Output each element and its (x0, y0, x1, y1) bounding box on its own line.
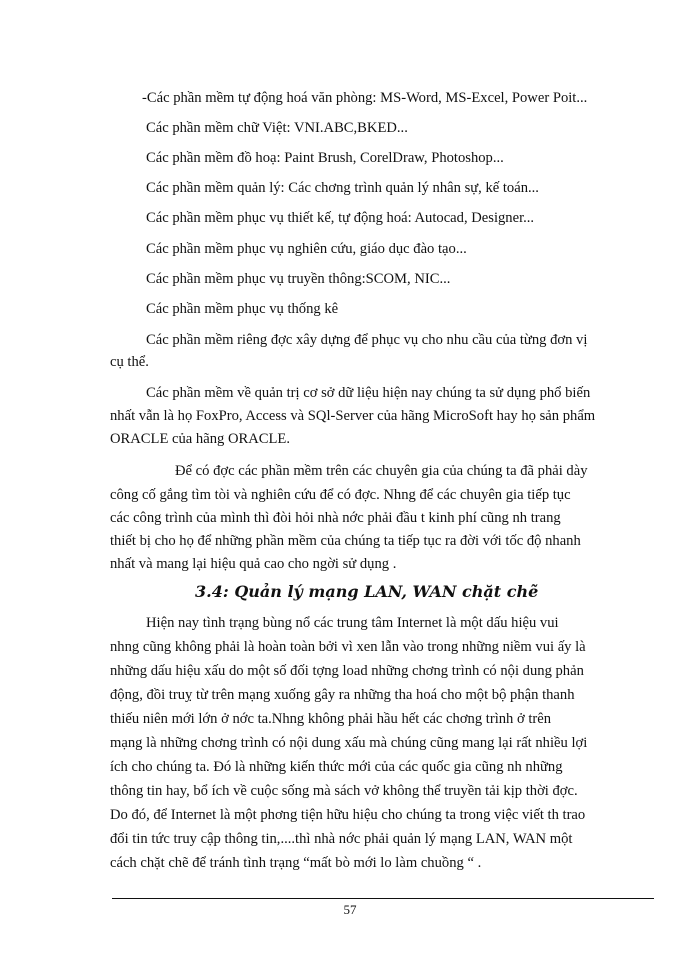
section-heading: 3.4: Quản lý mạng LAN, WAN chặt chẽ (195, 582, 539, 601)
paragraph-line: Để có đợc các phần mềm trên các chuyên gia của chúng ta đã phải dày (175, 463, 588, 479)
list-item: Các phần mềm phục vụ thống kê (146, 301, 339, 317)
list-item: Các phần mềm phục vụ thiết kế, tự động hoá: Autocad, Designer... (146, 210, 535, 226)
paragraph-line: nhất vẫn là họ FoxPro, Access và SQl-Server của hãng MicroSoft hay họ sản phẩm (110, 408, 596, 424)
paragraph-line: Hiện nay tình trạng bùng nổ các trung tâm Internet là một dấu hiệu vui (146, 615, 559, 631)
paragraph-line: ích cho chúng ta. Đó là những kiến thức mới của các quốc gia cũng nh những (110, 759, 563, 775)
paragraph-line: động, đồi truỵ từ trên mạng xuống gây ra những tha hoá cho một bộ phận thanh (110, 687, 575, 703)
paragraph-line: đổi tin tức truy cập thông tin,....thì nhà nớc phải quản lý mạng LAN, WAN một (110, 831, 573, 847)
footer-divider (112, 898, 654, 899)
paragraph-line: cụ thể. (110, 354, 149, 370)
list-item: Các phần mềm chữ Việt: VNI.ABC,BKED... (146, 120, 408, 136)
list-item: Các phần mềm phục vụ nghiên cứu, giáo dục đào tạo... (146, 241, 467, 257)
paragraph-line: các công trình của mình thì đòi hỏi nhà nớc phải đầu t kinh phí cũng nh trang (110, 510, 561, 526)
paragraph-line: công cố gắng tìm tòi và nghiên cứu để có đợc. Nhng để các chuyên gia tiếp tục (110, 487, 571, 503)
paragraph-line: nhất và mang lại hiệu quả cao cho ngời sử dụng . (110, 556, 397, 572)
paragraph-line: thiếu niên mới lớn ở nớc ta.Nhng không phải hầu hết các chơng trình ở trên (110, 711, 552, 727)
list-item: Các phần mềm quản lý: Các chơng trình quản lý nhân sự, kế toán... (146, 180, 539, 196)
list-item: Các phần mềm đồ hoạ: Paint Brush, CorelDraw, Photoshop... (146, 150, 504, 166)
list-item: Các phần mềm phục vụ truyền thông:SCOM, NIC... (146, 271, 451, 287)
paragraph-line: Các phần mềm về quản trị cơ sở dữ liệu hiện nay chúng ta sử dụng phổ biến (146, 385, 591, 401)
page-number: 57 (343, 902, 357, 917)
paragraph-line: những dấu hiệu xấu do một số đối tợng load những chơng trình có nội dung phản (110, 663, 584, 679)
paragraph-line: Các phần mềm riêng đợc xây dựng để phục vụ cho nhu cầu của từng đơn vị (146, 332, 588, 348)
paragraph-line: ORACLE của hãng ORACLE. (110, 431, 290, 447)
paragraph-line: thông tin hay, bổ ích về cuộc sống mà sách vở không thể truyền tải kịp thời đợc. (110, 783, 578, 799)
paragraph-line: Do đó, để Internet là một phơng tiện hữu hiệu cho chúng ta trong việc viết th trao (110, 807, 586, 823)
paragraph-line: mạng là những chơng trình có nội dung xấu mà chúng cũng mang lại rất nhiều lợi (110, 735, 588, 751)
paragraph-line: nhng cũng không phải là hoàn toàn bởi vì xen lẫn vào trong những niềm vui ấy là (110, 639, 586, 655)
paragraph-line: thiết bị cho họ để những phần mềm của chúng ta tiếp tục ra đời với tốc độ nhanh (110, 533, 581, 549)
list-item: -Các phần mềm tự động hoá văn phòng: MS-Word, MS-Excel, Power Poit... (142, 90, 588, 106)
paragraph-line: cách chặt chẽ để tránh tình trạng “mất bò mới lo làm chuồng “ . (110, 855, 482, 871)
